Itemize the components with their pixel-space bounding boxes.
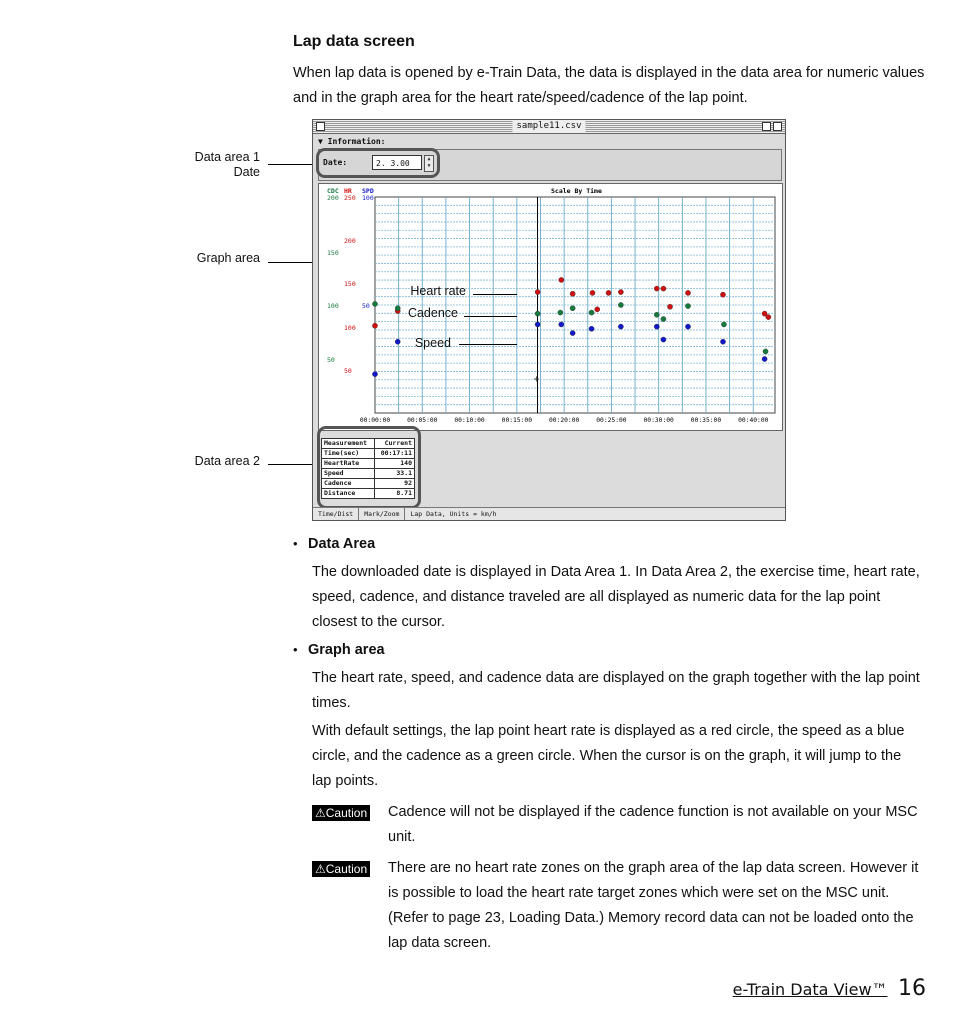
zoom-box-icon[interactable] — [762, 122, 771, 131]
lap-point-heart-rate — [372, 323, 377, 328]
callout-graph-area: Graph area — [196, 251, 260, 265]
y-tick-label: 250 — [344, 194, 356, 202]
x-tick-label: 00:00:00 — [359, 417, 391, 424]
lap-point-cadence — [661, 316, 666, 321]
lap-point-speed — [762, 356, 767, 361]
leader-line — [473, 294, 517, 295]
lap-point-heart-rate — [667, 304, 672, 309]
y-tick-label: 150 — [344, 280, 356, 288]
callout-cadence: Cadence — [407, 306, 458, 320]
warning-triangle-icon: ⚠ — [315, 806, 326, 820]
highlight-ring-data-area-2 — [317, 426, 421, 509]
lap-point-heart-rate — [654, 286, 659, 291]
x-tick-label: 00:35:00 — [690, 417, 722, 424]
lap-point-heart-rate — [618, 289, 623, 294]
graph-area-description-2: With default settings, the lap point heart rate is displayed as a red circle, the speed as a blue circle, and the cadence as a green circle. When the cursor is on the graph, it will jump to the lap points. — [312, 723, 905, 789]
mark-zoom-toggle[interactable]: Mark/Zoom — [359, 508, 405, 520]
section-title: Lap data screen — [293, 33, 415, 50]
close-box-icon[interactable] — [316, 122, 325, 131]
y-tick-label: 100 — [362, 194, 374, 202]
lap-point-speed — [559, 322, 564, 327]
data-table-label: HeartRate — [322, 459, 375, 469]
time-dist-toggle[interactable]: Time/Dist — [313, 508, 359, 520]
x-tick-label: 00:25:00 — [596, 417, 627, 424]
lap-point-heart-rate — [606, 290, 611, 295]
axis-header: CDC — [327, 187, 339, 195]
lap-point-cadence — [570, 306, 575, 311]
y-tick-label: 150 — [327, 249, 339, 257]
lap-point-heart-rate — [766, 314, 771, 319]
x-tick-label: 00:40:00 — [738, 417, 769, 424]
highlight-ring-data-area-1 — [316, 148, 440, 178]
lap-point-speed — [654, 324, 659, 329]
information-disclosure[interactable] — [318, 137, 385, 146]
page-number: 16 — [898, 976, 926, 1001]
graph-area-description-1: The heart rate, speed, and cadence data are displayed on the graph together with the lap point times. — [312, 670, 920, 711]
lap-point-speed — [661, 337, 666, 342]
date-field[interactable]: 2. 3.00 — [372, 155, 422, 170]
lap-point-heart-rate — [685, 290, 690, 295]
x-tick-label: 00:15:00 — [501, 417, 533, 424]
lap-point-cadence — [558, 310, 563, 315]
lap-point-cadence — [721, 322, 726, 327]
lap-point-speed — [589, 326, 594, 331]
warning-triangle-icon: ⚠ — [315, 862, 326, 876]
chart-title: Scale By Time — [551, 187, 602, 195]
caution-badge — [312, 805, 370, 821]
x-tick-label: 00:05:00 — [407, 417, 438, 424]
crosshair-icon: + — [533, 374, 540, 385]
caution-badge — [312, 861, 370, 877]
lap-point-cadence — [618, 302, 623, 307]
caution-badge-label: Caution — [325, 806, 368, 820]
lap-point-speed — [570, 330, 575, 335]
units-label: Lap Data, Units = km/h — [410, 510, 497, 518]
y-tick-label: 100 — [344, 324, 356, 332]
bullet-title: Graph area — [308, 642, 385, 658]
data-table-label: Distance — [322, 489, 375, 499]
lap-point-cadence — [372, 301, 377, 306]
axis-header: SPD — [362, 187, 374, 195]
data-table-label: Cadence — [322, 479, 375, 489]
collapse-box-icon[interactable] — [773, 122, 782, 131]
lap-point-cadence — [589, 310, 594, 315]
lap-point-cadence — [535, 311, 540, 316]
lap-point-heart-rate — [595, 307, 600, 312]
lap-point-heart-rate — [661, 286, 666, 291]
data-table-value: 140 — [374, 459, 414, 469]
lap-point-heart-rate — [570, 291, 575, 296]
intro-paragraph: When lap data is opened by e-Train Data, the data is displayed in the data area for numeric values and in the graph area for the heart rate/speed/cadence of the lap point. — [293, 65, 925, 106]
lap-point-cadence — [654, 312, 659, 317]
footer-brand: e-Train Data View™ — [732, 980, 888, 999]
data-table-value: 8.71 — [374, 489, 414, 499]
caution-text: Cadence will not be displayed if the cadence function is not available on your MSC unit. — [388, 804, 918, 845]
y-tick-label: 200 — [344, 237, 356, 245]
data-table-value: 00:17:11 — [374, 449, 414, 459]
lap-point-speed — [535, 322, 540, 327]
data-table-value: Current — [374, 439, 414, 449]
lap-point-speed — [618, 324, 623, 329]
lap-point-heart-rate — [559, 277, 564, 282]
page-footer — [716, 976, 926, 1001]
leader-line — [268, 164, 316, 165]
stepper-down-icon[interactable]: ▼ — [427, 163, 431, 169]
x-tick-label: 00:10:00 — [454, 417, 485, 424]
bullet-title: Data Area — [308, 536, 376, 552]
callout-speed: Speed — [414, 336, 451, 350]
leader-line — [464, 316, 517, 317]
data-table-value: 33.1 — [374, 469, 414, 479]
lap-point-speed — [372, 372, 377, 377]
bullet-dot: • — [293, 536, 298, 551]
lap-point-heart-rate — [720, 292, 725, 297]
window-titlebar[interactable] — [313, 120, 785, 134]
y-tick-label: 50 — [344, 367, 352, 375]
data-table-label: Measurement — [322, 439, 375, 449]
data-table-label: Speed — [322, 469, 375, 479]
lap-point-speed — [685, 324, 690, 329]
y-tick-label: 100 — [327, 302, 339, 310]
window-title: sample11.csv — [512, 120, 585, 132]
caution-text: There are no heart rate zones on the graph area of the lap data screen. However it is possible to load the heart rate target zones which were set on the MSC unit. (Refer to page 23, Loading Data.) Memory record data can not be loaded onto the lap data screen. — [388, 860, 919, 951]
callout-data-area-1-sub: Date — [233, 165, 260, 179]
graph-canvas[interactable] — [319, 184, 782, 430]
information-label: Information: — [327, 137, 386, 146]
app-window — [312, 119, 786, 521]
bullet-data-area — [293, 535, 375, 553]
date-label: Date: — [323, 158, 348, 167]
lap-point-cadence — [763, 349, 768, 354]
x-tick-label: 00:20:00 — [548, 417, 580, 424]
lap-point-heart-rate — [590, 290, 595, 295]
data-area-description: The downloaded date is displayed in Data Area 1. In Data Area 2, the exercise time, heart rate, speed, cadence, and distance traveled are all displayed as numeric data for the lap point closest to the cursor. — [312, 564, 920, 630]
y-tick-label: 200 — [327, 194, 339, 202]
x-tick-label: 00:30:00 — [643, 417, 674, 424]
graph-area[interactable] — [318, 183, 783, 431]
y-tick-label: 50 — [327, 356, 335, 364]
callout-data-area-2: Data area 2 — [194, 454, 260, 468]
caution-badge-label: Caution — [325, 862, 368, 876]
bullet-dot: • — [293, 642, 298, 657]
y-tick-label: 50 — [362, 302, 370, 310]
callout-data-area-1 — [150, 150, 260, 180]
data-table-label: Time(sec) — [322, 449, 375, 459]
stepper-up-icon[interactable]: ▲ — [427, 156, 431, 162]
leader-line — [268, 464, 316, 465]
status-bar — [313, 507, 785, 520]
callout-heart-rate: Heart rate — [410, 284, 466, 298]
data-table-value: 92 — [374, 479, 414, 489]
axis-header: HR — [344, 187, 352, 195]
bullet-graph-area — [293, 641, 385, 659]
callout-data-area-1-title: Data area 1 — [194, 150, 260, 164]
lap-point-speed — [720, 339, 725, 344]
disclosure-triangle-icon[interactable]: ▼ — [318, 137, 323, 146]
leader-line — [459, 344, 517, 345]
lap-point-cadence — [685, 303, 690, 308]
lap-point-heart-rate — [535, 289, 540, 294]
